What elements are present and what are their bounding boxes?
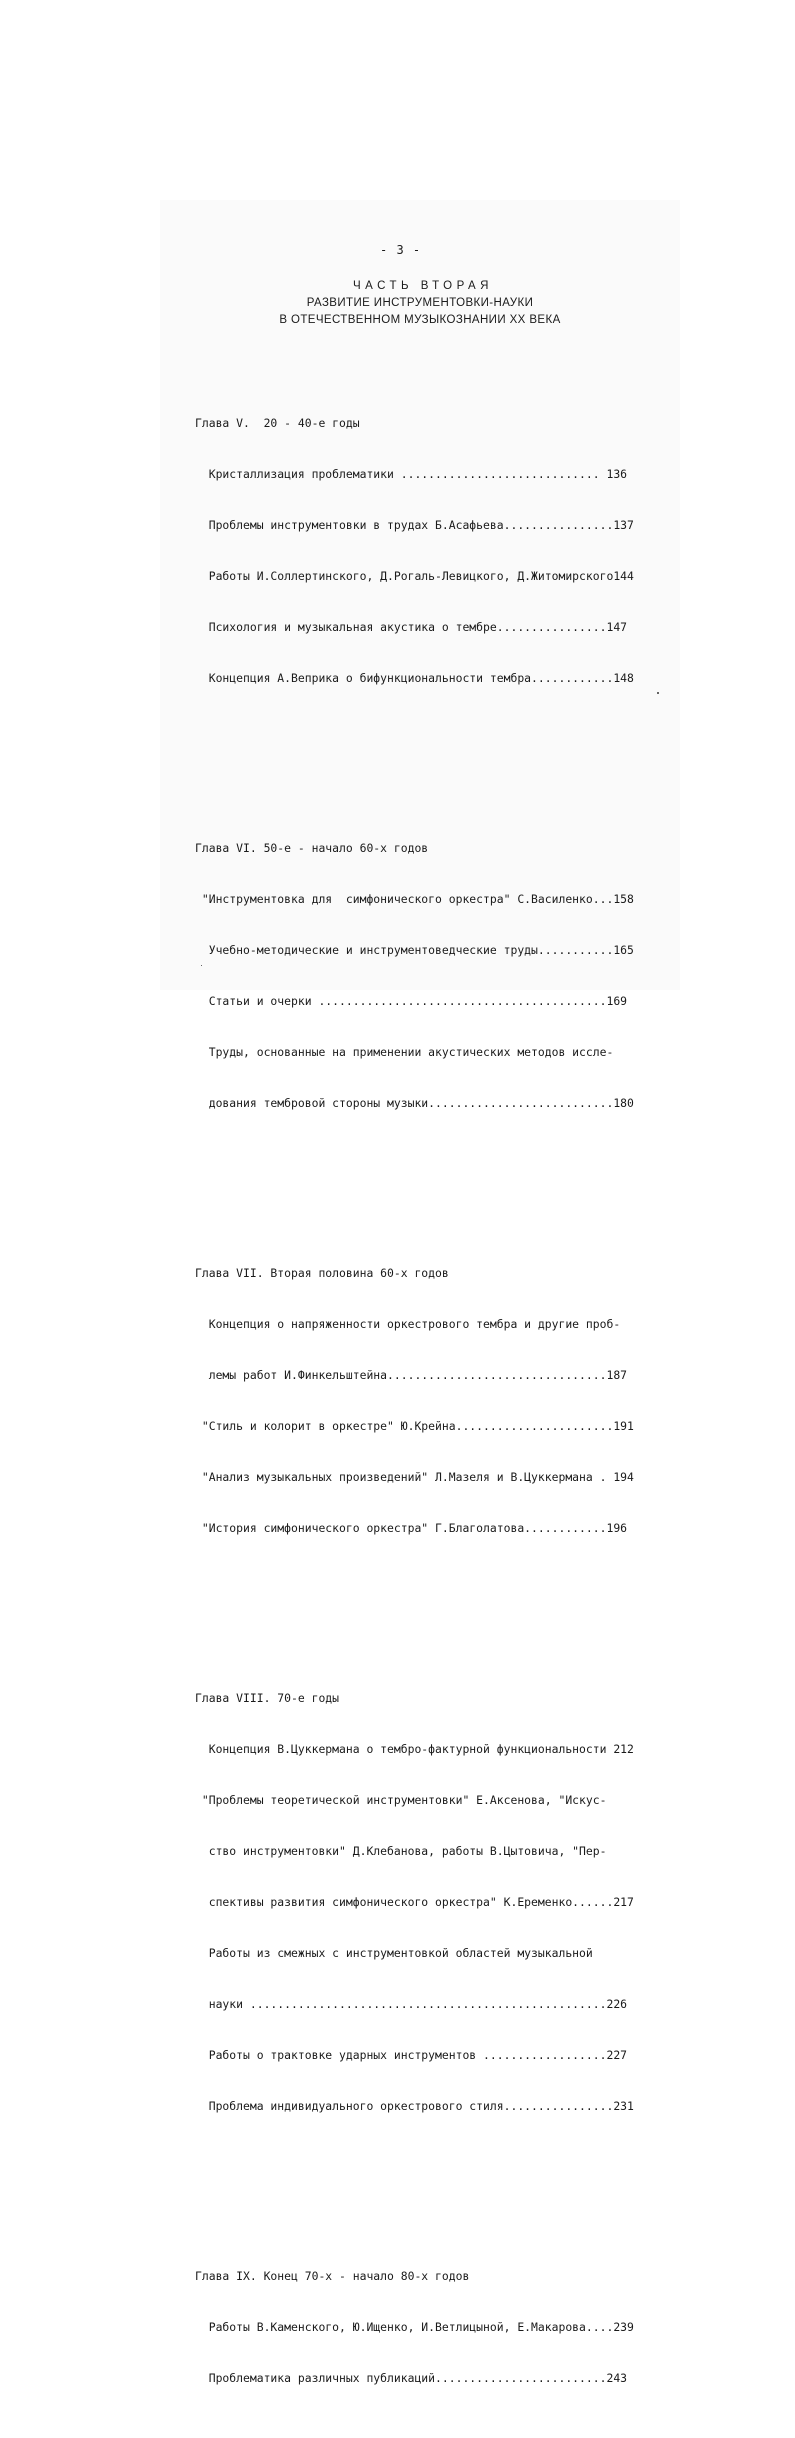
toc-entry: науки ....................................................226 (195, 1997, 628, 2011)
toc-entry: дования тембровой стороны музыки...........................180 (195, 1096, 634, 1110)
part-heading: ЧАСТЬ ВТОРАЯ (352, 280, 493, 292)
chapter-title: Глава V. 20 - 40-е годы (195, 416, 360, 430)
chapter-title: Глава VII. Вторая половина 60-х годов (195, 1266, 449, 1280)
chapter-6 (195, 806, 650, 1146)
toc-entry: Работы В.Каменского, Ю.Ищенко, И.Ветлицыной, Е.Макарова....239 (195, 2320, 634, 2334)
toc-entry: "История симфонического оркестра" Г.Благолатова............196 (195, 1521, 628, 1535)
toc-entry: Проблемы инструментовки в трудах Б.Асафьева................137 (195, 518, 634, 532)
chapter-9 (195, 2234, 650, 2421)
chapter-title: Глава IX. Конец 70-х - начало 80-х годов (195, 2269, 470, 2283)
scan-speck (657, 692, 659, 694)
toc-entry: Работы о трактовке ударных инструментов ..................227 (195, 2048, 628, 2062)
table-of-contents (195, 347, 650, 2438)
toc-entry: ство инструментовки" Д.Клебанова, работы В.Цытовича, "Пер- (195, 1844, 607, 1858)
chapter-8 (195, 1656, 650, 2149)
toc-entry: Работы из смежных с инструментовкой областей музыкальной (195, 1946, 593, 1960)
toc-entry: Проблематика различных публикаций.........................243 (195, 2371, 628, 2385)
part-subtitle-line-1: РАЗВИТИЕ ИНСТРУМЕНТОВКИ-НАУКИ (306, 297, 534, 309)
toc-entry: "Проблемы теоретической инструментовки" Е.Аксенова, "Искус- (195, 1793, 607, 1807)
toc-entry: Концепция А.Веприка о бифункциональности тембра............148 (195, 671, 634, 685)
toc-entry: Проблема индивидуального оркестрового стиля................231 (195, 2099, 634, 2113)
toc-entry: "Инструментовка для симфонического оркестра" С.Василенко...158 (195, 892, 634, 906)
chapter-7 (195, 1231, 650, 1571)
toc-entry: Кристаллизация проблематики ............................. 136 (195, 467, 628, 481)
toc-entry: Учебно-методические и инструментоведческие труды...........165 (195, 943, 634, 957)
scan-speck (201, 965, 202, 966)
toc-entry: Концепция о напряженности оркестрового тембра и другие проб- (195, 1317, 621, 1331)
toc-entry: "Анализ музыкальных произведений" Л.Мазеля и В.Цуккермана . 194 (195, 1470, 634, 1484)
toc-entry: Работы И.Соллертинского, Д.Рогаль-Левицкого, Д.Житомирского144 (195, 569, 634, 583)
toc-entry: лемы работ И.Финкельштейна................................187 (195, 1368, 628, 1382)
toc-entry: Статьи и очерки ..........................................169 (195, 994, 628, 1008)
chapter-5 (195, 381, 650, 721)
toc-entry: Концепция В.Цуккермана о тембро-фактурной функциональности 212 (195, 1742, 634, 1756)
chapter-title: Глава VIII. 70-е годы (195, 1691, 340, 1705)
chapter-title: Глава VI. 50-е - начало 60-х годов (195, 841, 429, 855)
page-number: - 3 - (380, 243, 422, 257)
toc-entry: "Стиль и колорит в оркестре" Ю.Крейна.......................191 (195, 1419, 634, 1433)
toc-entry: спективы развития симфонического оркестра" К.Еременко......217 (195, 1895, 634, 1909)
toc-entry: Труды, основанные на применении акустических методов иссле- (195, 1045, 614, 1059)
part-subtitle-line-2: В ОТЕЧЕСТВЕННОМ МУЗЫКОЗНАНИИ XX ВЕКА (279, 314, 561, 326)
toc-entry: Психология и музыкальная акустика о тембре................147 (195, 620, 628, 634)
